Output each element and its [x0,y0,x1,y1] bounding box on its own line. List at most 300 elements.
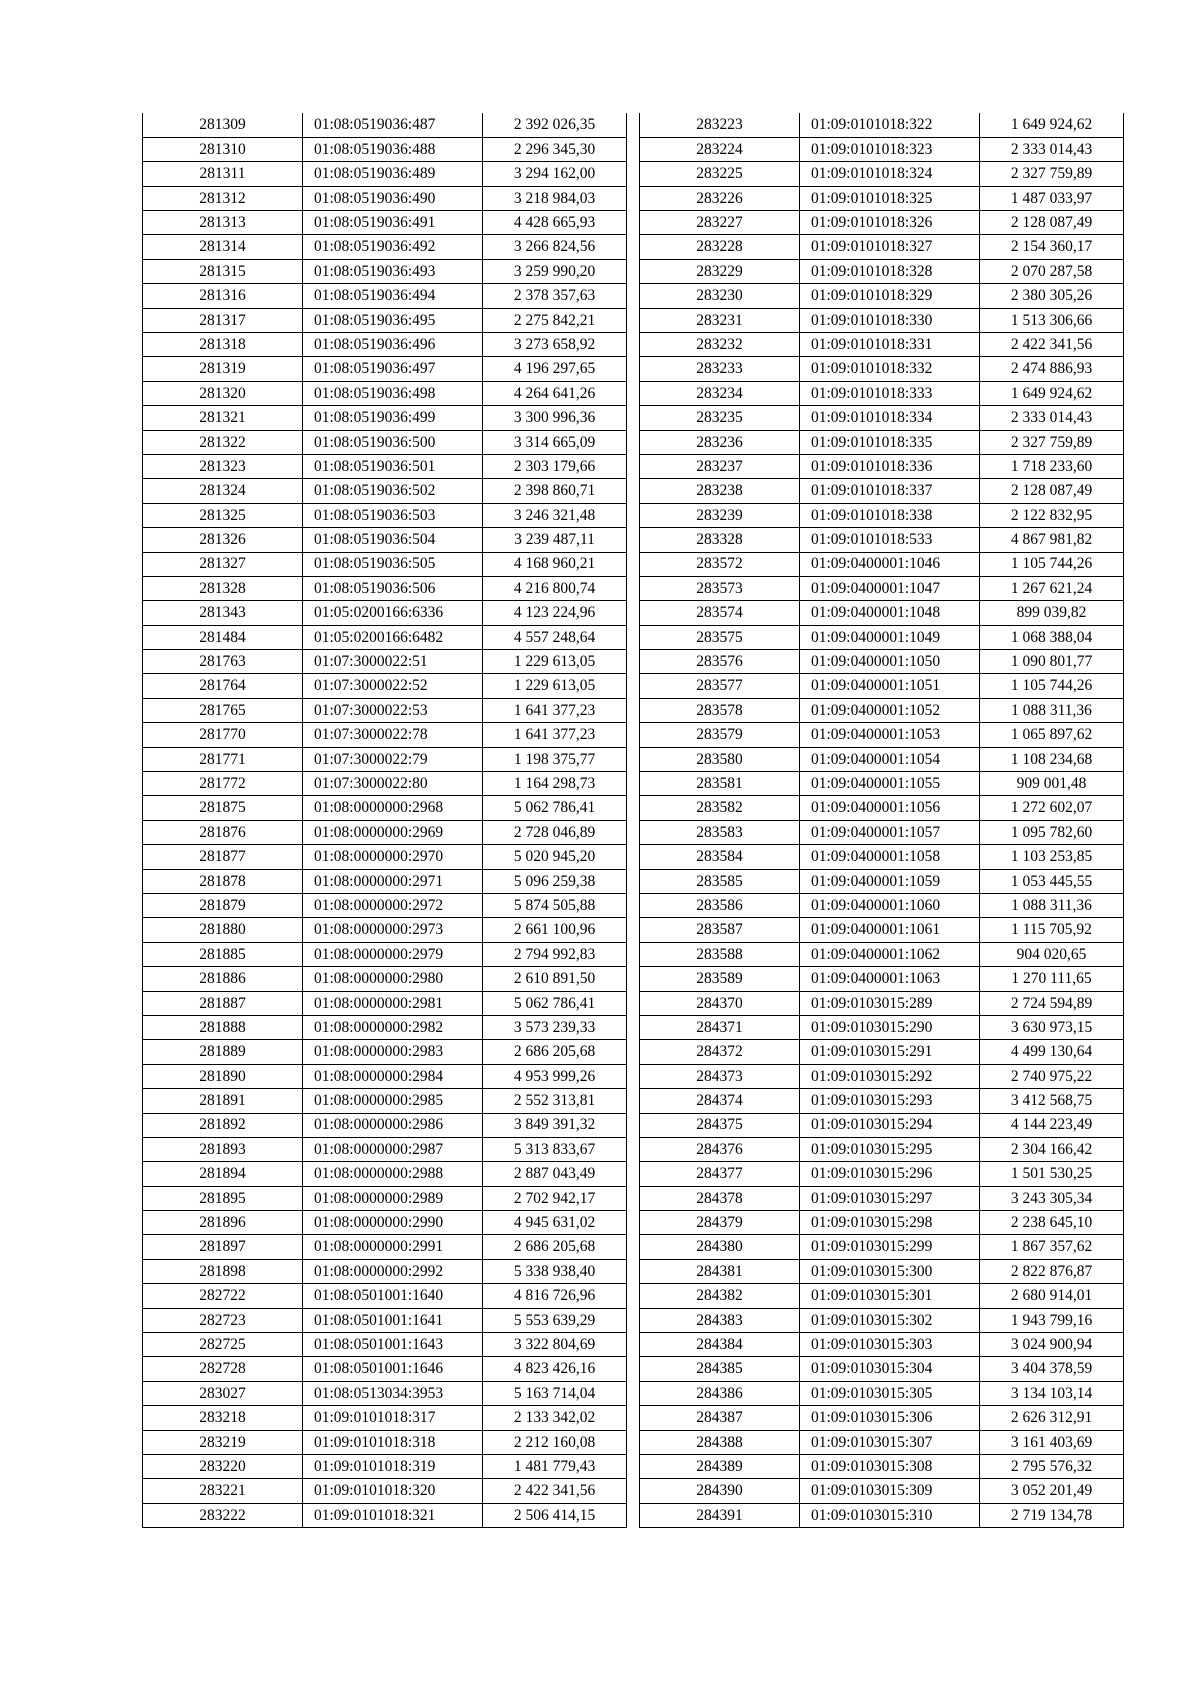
cadastral-number-cell: 01:09:0400001:1063 [800,967,980,991]
cadastral-number-cell: 01:09:0103015:289 [800,991,980,1015]
cadastral-value-cell: 5 020 945,20 [483,845,627,869]
record-number-cell: 283573 [640,576,800,600]
table-row [640,625,1124,649]
cadastral-value-cell: 1 641 377,23 [483,723,627,747]
cadastral-number-cell: 01:08:0519036:488 [303,137,483,161]
record-number-cell: 283218 [143,1406,303,1430]
cadastral-number-cell: 01:09:0400001:1050 [800,650,980,674]
record-number-cell: 281311 [143,162,303,186]
cadastral-value-cell: 5 163 714,04 [483,1381,627,1405]
table-row [143,1308,627,1332]
cadastral-number-cell: 01:09:0101018:337 [800,479,980,503]
record-number-cell: 281885 [143,942,303,966]
table-row [143,1454,627,1478]
record-number-cell: 281314 [143,235,303,259]
table-row [640,113,1124,137]
register-table-left [142,113,627,1528]
table-row [640,528,1124,552]
table-row [640,284,1124,308]
record-number-cell: 283581 [640,772,800,796]
cadastral-value-cell: 2 552 313,81 [483,1089,627,1113]
table-row [143,137,627,161]
cadastral-value-cell: 2 822 876,87 [980,1259,1124,1283]
table-row [640,235,1124,259]
record-number-cell: 281315 [143,259,303,283]
cadastral-number-cell: 01:09:0400001:1053 [800,723,980,747]
table-row [640,1162,1124,1186]
table-row [143,1284,627,1308]
table-row [143,698,627,722]
table-row [143,845,627,869]
cadastral-value-cell: 4 867 981,82 [980,528,1124,552]
table-row [143,186,627,210]
cadastral-number-cell: 01:08:0519036:491 [303,211,483,235]
cadastral-number-cell: 01:08:0000000:2979 [303,942,483,966]
cadastral-value-cell: 4 123 224,96 [483,601,627,625]
table-row [640,1259,1124,1283]
cadastral-value-cell: 2 154 360,17 [980,235,1124,259]
table-row [143,576,627,600]
table-row [143,552,627,576]
cadastral-number-cell: 01:08:0519036:499 [303,406,483,430]
record-number-cell: 281309 [143,113,303,137]
cadastral-value-cell: 2 680 914,01 [980,1284,1124,1308]
record-number-cell: 283239 [640,503,800,527]
table-row [640,1284,1124,1308]
record-number-cell: 281878 [143,869,303,893]
record-number-cell: 281772 [143,772,303,796]
record-number-cell: 283222 [143,1503,303,1527]
cadastral-number-cell: 01:08:0519036:492 [303,235,483,259]
cadastral-value-cell: 3 404 378,59 [980,1357,1124,1381]
record-number-cell: 283585 [640,869,800,893]
table-row [143,991,627,1015]
cadastral-value-cell: 3 218 984,03 [483,186,627,210]
record-number-cell: 281320 [143,381,303,405]
record-number-cell: 284371 [640,1015,800,1039]
cadastral-value-cell: 1 068 388,04 [980,625,1124,649]
table-row [640,1454,1124,1478]
cadastral-value-cell: 899 039,82 [980,601,1124,625]
cadastral-number-cell: 01:08:0000000:2972 [303,894,483,918]
table-row [640,1503,1124,1527]
cadastral-number-cell: 01:08:0000000:2990 [303,1211,483,1235]
cadastral-number-cell: 01:05:0200166:6482 [303,625,483,649]
cadastral-number-cell: 01:09:0103015:302 [800,1308,980,1332]
table-row [143,381,627,405]
record-number-cell: 281887 [143,991,303,1015]
table-row [640,1381,1124,1405]
table-row [143,1479,627,1503]
cadastral-number-cell: 01:08:0519036:496 [303,333,483,357]
table-row [640,186,1124,210]
record-number-cell: 284387 [640,1406,800,1430]
table-row [143,894,627,918]
record-number-cell: 282725 [143,1333,303,1357]
table-row [640,1211,1124,1235]
cadastral-number-cell: 01:08:0000000:2986 [303,1113,483,1137]
cadastral-number-cell: 01:08:0501001:1641 [303,1308,483,1332]
cadastral-number-cell: 01:09:0103015:293 [800,1089,980,1113]
table-row [640,601,1124,625]
cadastral-value-cell: 1 105 744,26 [980,552,1124,576]
cadastral-value-cell: 2 304 166,42 [980,1137,1124,1161]
cadastral-number-cell: 01:09:0101018:330 [800,308,980,332]
cadastral-value-cell: 1 270 111,65 [980,967,1124,991]
table-row [143,528,627,552]
cadastral-number-cell: 01:09:0400001:1055 [800,772,980,796]
record-number-cell: 281897 [143,1235,303,1259]
cadastral-number-cell: 01:09:0400001:1060 [800,894,980,918]
table-row [640,211,1124,235]
table-row [143,625,627,649]
record-number-cell: 283220 [143,1454,303,1478]
cadastral-value-cell: 4 953 999,26 [483,1064,627,1088]
cadastral-value-cell: 2 686 205,68 [483,1235,627,1259]
cadastral-value-cell: 1 065 897,62 [980,723,1124,747]
table-row [143,918,627,942]
cadastral-number-cell: 01:08:0519036:505 [303,552,483,576]
cadastral-value-cell: 1 272 602,07 [980,796,1124,820]
cadastral-number-cell: 01:09:0103015:306 [800,1406,980,1430]
table-row [640,1064,1124,1088]
record-number-cell: 281312 [143,186,303,210]
record-number-cell: 283580 [640,747,800,771]
record-number-cell: 281765 [143,698,303,722]
cadastral-number-cell: 01:08:0519036:504 [303,528,483,552]
cadastral-value-cell: 2 740 975,22 [980,1064,1124,1088]
table-row [640,1308,1124,1332]
cadastral-value-cell: 909 001,48 [980,772,1124,796]
cadastral-value-cell: 2 795 576,32 [980,1454,1124,1478]
cadastral-value-cell: 2 610 891,50 [483,967,627,991]
cadastral-number-cell: 01:09:0103015:308 [800,1454,980,1478]
record-number-cell: 283237 [640,454,800,478]
cadastral-number-cell: 01:09:0103015:307 [800,1430,980,1454]
cadastral-number-cell: 01:08:0519036:502 [303,479,483,503]
cadastral-value-cell: 1 095 782,60 [980,820,1124,844]
cadastral-number-cell: 01:09:0400001:1061 [800,918,980,942]
cadastral-number-cell: 01:07:3000022:51 [303,650,483,674]
table-row [143,650,627,674]
cadastral-number-cell: 01:08:0000000:2987 [303,1137,483,1161]
table-row [143,284,627,308]
cadastral-value-cell: 1 481 779,43 [483,1454,627,1478]
record-number-cell: 284384 [640,1333,800,1357]
record-number-cell: 283583 [640,820,800,844]
table-row [640,162,1124,186]
table-row [143,1137,627,1161]
table-row [143,1089,627,1113]
cadastral-number-cell: 01:08:0513034:3953 [303,1381,483,1405]
record-number-cell: 281888 [143,1015,303,1039]
cadastral-value-cell: 1 649 924,62 [980,381,1124,405]
table-row [640,552,1124,576]
table-row [143,1186,627,1210]
record-number-cell: 283226 [640,186,800,210]
cadastral-value-cell: 2 333 014,43 [980,406,1124,430]
cadastral-number-cell: 01:09:0101018:324 [800,162,980,186]
cadastral-number-cell: 01:09:0400001:1057 [800,820,980,844]
cadastral-number-cell: 01:09:0103015:294 [800,1113,980,1137]
table-row [640,650,1124,674]
table-row [640,1015,1124,1039]
cadastral-number-cell: 01:05:0200166:6336 [303,601,483,625]
record-number-cell: 281898 [143,1259,303,1283]
cadastral-value-cell: 2 238 645,10 [980,1211,1124,1235]
record-number-cell: 284370 [640,991,800,1015]
table-row [640,894,1124,918]
cadastral-number-cell: 01:08:0519036:498 [303,381,483,405]
cadastral-number-cell: 01:09:0101018:323 [800,137,980,161]
cadastral-value-cell: 2 474 886,93 [980,357,1124,381]
record-number-cell: 281328 [143,576,303,600]
table-row [640,1089,1124,1113]
record-number-cell: 283588 [640,942,800,966]
cadastral-value-cell: 4 264 641,26 [483,381,627,405]
cadastral-number-cell: 01:09:0400001:1052 [800,698,980,722]
cadastral-number-cell: 01:09:0400001:1051 [800,674,980,698]
cadastral-number-cell: 01:09:0103015:291 [800,1040,980,1064]
table-row [143,772,627,796]
table-row [640,1186,1124,1210]
record-number-cell: 281318 [143,333,303,357]
cadastral-number-cell: 01:08:0000000:2968 [303,796,483,820]
table-row [143,674,627,698]
cadastral-number-cell: 01:09:0101018:336 [800,454,980,478]
cadastral-number-cell: 01:08:0000000:2988 [303,1162,483,1186]
record-number-cell: 283221 [143,1479,303,1503]
record-number-cell: 284372 [640,1040,800,1064]
cadastral-value-cell: 4 557 248,64 [483,625,627,649]
record-number-cell: 281771 [143,747,303,771]
table-row [143,162,627,186]
record-number-cell: 283227 [640,211,800,235]
record-number-cell: 283579 [640,723,800,747]
record-number-cell: 283586 [640,894,800,918]
table-row [640,357,1124,381]
cadastral-number-cell: 01:09:0101018:334 [800,406,980,430]
cadastral-value-cell: 1 641 377,23 [483,698,627,722]
cadastral-number-cell: 01:08:0519036:494 [303,284,483,308]
record-number-cell: 283574 [640,601,800,625]
cadastral-value-cell: 2 661 100,96 [483,918,627,942]
cadastral-value-cell: 4 945 631,02 [483,1211,627,1235]
table-row [143,1333,627,1357]
record-number-cell: 281895 [143,1186,303,1210]
cadastral-value-cell: 5 874 505,88 [483,894,627,918]
cadastral-number-cell: 01:08:0519036:487 [303,113,483,137]
cadastral-value-cell: 3 630 973,15 [980,1015,1124,1039]
record-number-cell: 283234 [640,381,800,405]
cadastral-value-cell: 2 303 179,66 [483,454,627,478]
table-row [640,796,1124,820]
table-row [143,1040,627,1064]
cadastral-value-cell: 1 718 233,60 [980,454,1124,478]
cadastral-value-cell: 1 053 445,55 [980,869,1124,893]
record-number-cell: 284373 [640,1064,800,1088]
record-number-cell: 283230 [640,284,800,308]
cadastral-value-cell: 2 327 759,89 [980,162,1124,186]
cadastral-number-cell: 01:08:0519036:506 [303,576,483,600]
cadastral-number-cell: 01:08:0519036:500 [303,430,483,454]
cadastral-number-cell: 01:07:3000022:52 [303,674,483,698]
record-number-cell: 281880 [143,918,303,942]
cadastral-value-cell: 1 164 298,73 [483,772,627,796]
record-number-cell: 283228 [640,235,800,259]
cadastral-value-cell: 3 294 162,00 [483,162,627,186]
cadastral-number-cell: 01:09:0101018:533 [800,528,980,552]
table-row [640,1357,1124,1381]
table-row [640,772,1124,796]
record-number-cell: 281324 [143,479,303,503]
record-number-cell: 281763 [143,650,303,674]
record-number-cell: 281319 [143,357,303,381]
cadastral-value-cell: 2 070 287,58 [980,259,1124,283]
cadastral-number-cell: 01:09:0103015:301 [800,1284,980,1308]
cadastral-number-cell: 01:08:0519036:497 [303,357,483,381]
register-table-right [639,113,1124,1528]
record-number-cell: 281343 [143,601,303,625]
record-number-cell: 283219 [143,1430,303,1454]
cadastral-value-cell: 1 267 621,24 [980,576,1124,600]
cadastral-value-cell: 4 144 223,49 [980,1113,1124,1137]
record-number-cell: 284390 [640,1479,800,1503]
record-number-cell: 284379 [640,1211,800,1235]
table-row [143,113,627,137]
table-row [143,235,627,259]
cadastral-number-cell: 01:09:0400001:1048 [800,601,980,625]
cadastral-value-cell: 1 649 924,62 [980,113,1124,137]
cadastral-value-cell: 2 122 832,95 [980,503,1124,527]
table-row [143,308,627,332]
cadastral-number-cell: 01:07:3000022:78 [303,723,483,747]
record-number-cell: 282722 [143,1284,303,1308]
record-number-cell: 284386 [640,1381,800,1405]
record-number-cell: 283575 [640,625,800,649]
record-number-cell: 281875 [143,796,303,820]
table-row [640,430,1124,454]
record-number-cell: 281764 [143,674,303,698]
cadastral-number-cell: 01:09:0103015:299 [800,1235,980,1259]
record-number-cell: 281893 [143,1137,303,1161]
table-row [640,576,1124,600]
table-row [143,1357,627,1381]
cadastral-value-cell: 2 392 026,35 [483,113,627,137]
table-row [143,406,627,430]
record-number-cell: 281313 [143,211,303,235]
cadastral-number-cell: 01:07:3000022:79 [303,747,483,771]
table-row [143,211,627,235]
cadastral-value-cell: 3 259 990,20 [483,259,627,283]
record-number-cell: 281326 [143,528,303,552]
table-row [143,1406,627,1430]
cadastral-value-cell: 3 849 391,32 [483,1113,627,1137]
table-row [143,1381,627,1405]
record-number-cell: 281876 [143,820,303,844]
record-number-cell: 284388 [640,1430,800,1454]
table-row [640,308,1124,332]
cadastral-number-cell: 01:09:0101018:318 [303,1430,483,1454]
cadastral-value-cell: 1 867 357,62 [980,1235,1124,1259]
cadastral-value-cell: 2 296 345,30 [483,137,627,161]
table-row [640,820,1124,844]
cadastral-value-cell: 1 198 375,77 [483,747,627,771]
cadastral-number-cell: 01:09:0103015:298 [800,1211,980,1235]
table-row [640,1333,1124,1357]
table-row [640,1040,1124,1064]
cadastral-number-cell: 01:08:0519036:501 [303,454,483,478]
cadastral-number-cell: 01:09:0101018:335 [800,430,980,454]
cadastral-number-cell: 01:09:0400001:1056 [800,796,980,820]
cadastral-number-cell: 01:08:0000000:2971 [303,869,483,893]
table-row [640,503,1124,527]
cadastral-number-cell: 01:09:0103015:297 [800,1186,980,1210]
record-number-cell: 284375 [640,1113,800,1137]
cadastral-number-cell: 01:09:0101018:331 [800,333,980,357]
cadastral-value-cell: 3 266 824,56 [483,235,627,259]
table-row [143,357,627,381]
table-row [640,381,1124,405]
table-row [640,1137,1124,1161]
cadastral-value-cell: 2 422 341,56 [483,1479,627,1503]
table-row [640,406,1124,430]
record-number-cell: 281877 [143,845,303,869]
cadastral-number-cell: 01:08:0000000:2973 [303,918,483,942]
table-row [640,723,1124,747]
cadastral-value-cell: 3 314 665,09 [483,430,627,454]
cadastral-value-cell: 1 513 306,66 [980,308,1124,332]
cadastral-number-cell: 01:09:0400001:1059 [800,869,980,893]
table-row [143,259,627,283]
table-row [640,259,1124,283]
record-number-cell: 282728 [143,1357,303,1381]
table-row [640,747,1124,771]
table-row [640,333,1124,357]
record-number-cell: 281323 [143,454,303,478]
record-number-cell: 283576 [640,650,800,674]
cadastral-number-cell: 01:08:0000000:2969 [303,820,483,844]
record-number-cell: 283582 [640,796,800,820]
cadastral-number-cell: 01:09:0103015:300 [800,1259,980,1283]
cadastral-value-cell: 3 300 996,36 [483,406,627,430]
record-number-cell: 281310 [143,137,303,161]
cadastral-value-cell: 3 161 403,69 [980,1430,1124,1454]
cadastral-number-cell: 01:08:0000000:2970 [303,845,483,869]
record-number-cell: 283027 [143,1381,303,1405]
table-row [640,137,1124,161]
record-number-cell: 281879 [143,894,303,918]
cadastral-number-cell: 01:09:0103015:309 [800,1479,980,1503]
record-number-cell: 283328 [640,528,800,552]
cadastral-value-cell: 4 216 800,74 [483,576,627,600]
table-row [143,601,627,625]
record-number-cell: 281316 [143,284,303,308]
cadastral-number-cell: 01:09:0103015:310 [800,1503,980,1527]
cadastral-value-cell: 5 553 639,29 [483,1308,627,1332]
cadastral-value-cell: 5 338 938,40 [483,1259,627,1283]
cadastral-number-cell: 01:08:0000000:2983 [303,1040,483,1064]
record-number-cell: 283572 [640,552,800,576]
record-number-cell: 283236 [640,430,800,454]
cadastral-value-cell: 1 103 253,85 [980,845,1124,869]
record-number-cell: 284382 [640,1284,800,1308]
cadastral-number-cell: 01:08:0519036:490 [303,186,483,210]
cadastral-value-cell: 904 020,65 [980,942,1124,966]
cadastral-value-cell: 1 487 033,97 [980,186,1124,210]
cadastral-value-cell: 4 816 726,96 [483,1284,627,1308]
table-row [143,796,627,820]
